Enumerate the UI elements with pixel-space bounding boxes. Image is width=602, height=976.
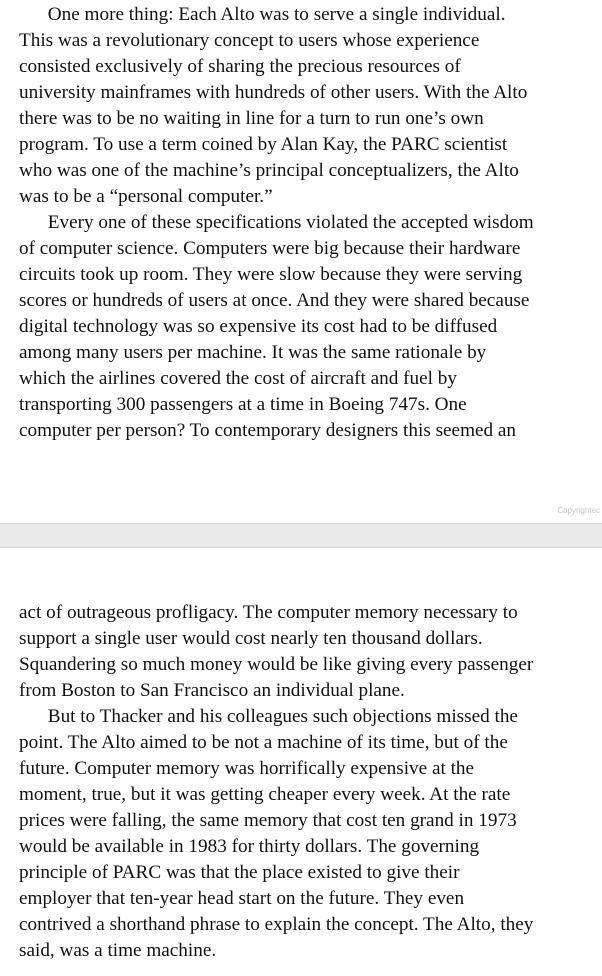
text-line: point. The Alto aimed to be not a machine of its time, but of the [19, 732, 508, 753]
text-line: computer per person? To contemporary designers this seemed an [19, 420, 517, 441]
text-line: digital technology was so expensive its cost had to be diffused [19, 316, 498, 337]
text-line: scores or hundreds of users at once. And they were shared because [19, 290, 530, 311]
text-line: Every one of these specifications violated the accepted wisdom [19, 212, 534, 233]
text-line: program. To use a term coined by Alan Kay, the PARC scientist [19, 134, 508, 155]
text-line: from Boston to San Francisco an individual plane. [19, 680, 405, 701]
text-line: circuits took up room. They were slow because they were serving [19, 264, 523, 285]
text-line: moment, true, but it was getting cheaper every week. At the rate [19, 784, 511, 805]
text-line: One more thing: Each Alto was to serve a single individual. [19, 4, 506, 25]
page-divider [0, 523, 602, 548]
text-line: contrived a shorthand phrase to explain the concept. The Alto, they [19, 914, 534, 935]
text-line: who was one of the machine’s principal conceptualizers, the Alto [19, 160, 519, 181]
text-line: said, was a time machine. [19, 940, 217, 961]
text-line: Squandering so much money would be like giving every passenger [19, 654, 534, 675]
text-line: which the airlines covered the cost of aircraft and fuel by [19, 368, 457, 389]
text-line: future. Computer memory was horrifically expensive at the [19, 758, 475, 779]
text-line: among many users per machine. It was the same rationale by [19, 342, 487, 363]
text-line: principle of PARC was that the place existed to give their [19, 862, 460, 883]
text-line: This was a revolutionary concept to users whose experience [19, 30, 480, 51]
text-line: employer that ten-year head start on the future. They even [19, 888, 465, 909]
text-line: was to be a “personal computer.” [19, 186, 273, 207]
text-line: transporting 300 passengers at a time in Boeing 747s. One [19, 394, 467, 415]
copyright-watermark: Copyrightec [557, 506, 600, 515]
text-line: But to Thacker and his colleagues such objections missed the [19, 706, 518, 727]
text-line: of computer science. Computers were big because their hardware [19, 238, 521, 259]
text-line: act of outrageous profligacy. The computer memory necessary to [19, 602, 518, 623]
text-line: support a single user would cost nearly ten thousand dollars. [19, 628, 483, 649]
text-line: prices were falling, the same memory that cost ten grand in 1973 [19, 810, 517, 831]
text-line: there was to be no waiting in line for a turn to run one’s own [19, 108, 484, 129]
text-line: consisted exclusively of sharing the precious resources of [19, 56, 461, 77]
book-page-bottom [0, 548, 602, 976]
text-line: university mainframes with hundreds of other users. With the Alto [19, 82, 528, 103]
text-line: would be available in 1983 for thirty dollars. The governing [19, 836, 480, 857]
